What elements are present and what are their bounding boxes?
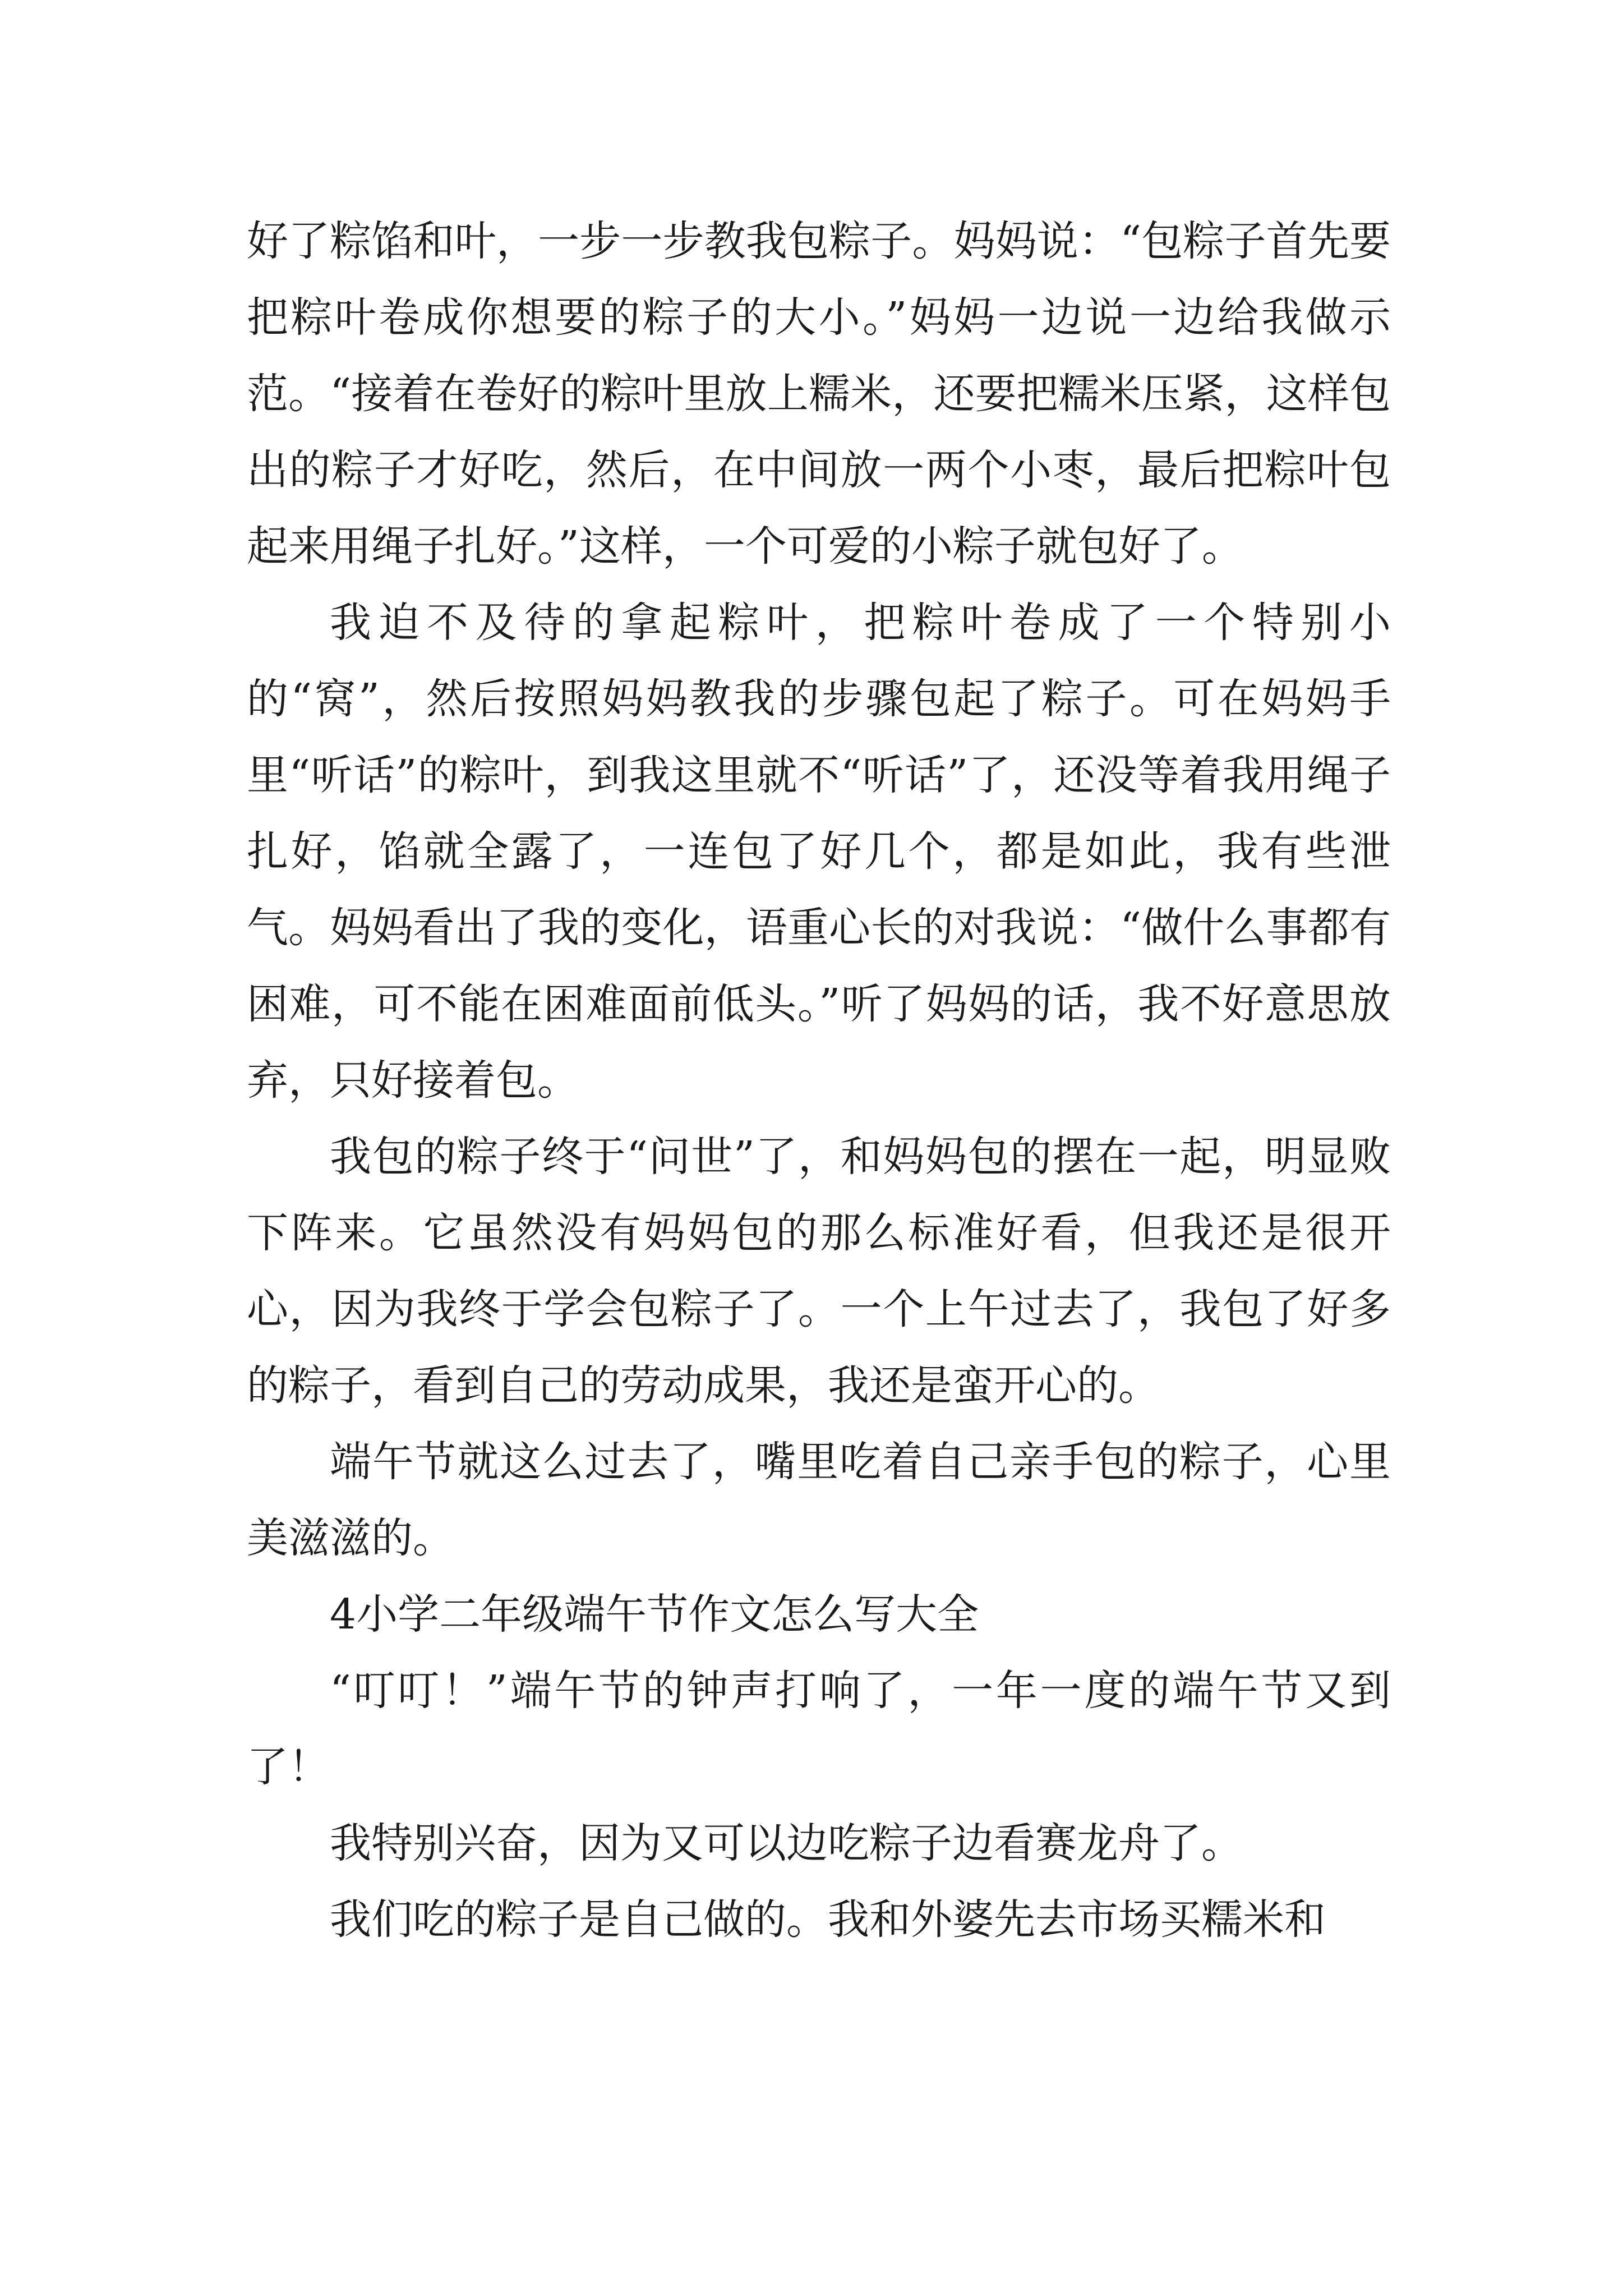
paragraph-1: 好了粽馅和叶，一步一步教我包粽子。妈妈说：“包粽子首先要把粽叶卷成你想要的粽子的大小。”妈妈一边说一边给我做示范。“接着在卷好的粽叶里放上糯米，还要把糯米压紧，这样包出的粽子才好吃，然后，在中间放一两个小枣，最后把粽叶包起来用绳子扎好。”这样，一个可爱的小粽子就包好了。 — [247, 217, 1391, 570]
section-heading: 4小学二年级端午节作文怎么写大全 — [330, 1590, 979, 1639]
paragraph-3: 我包的粽子终于“问世”了，和妈妈包的摆在一起，明显败下阵来。它虽然没有妈妈包的那么标准好看，但我还是很开心，因为我终于学会包粽子了。一个上午过去了，我包了好多的粽子，看到自己的劳动成果，我还是蛮开心的。 — [247, 1133, 1391, 1410]
paragraph-7: 我特别兴奋，因为又可以边吃粽子边看赛龙舟了。 — [330, 1819, 1243, 1867]
paragraph-8: 我们吃的粽子是自己做的。我和外婆先去市场买糯米和 — [330, 1895, 1326, 1944]
paragraph-6: “叮叮！”端午节的钟声打响了，一年一度的端午节又到了！ — [247, 1667, 1391, 1791]
paragraph-2: 我迫不及待的拿起粽叶，把粽叶卷成了一个特别小的“窝”，然后按照妈妈教我的步骤包起了粽子。可在妈妈手里“听话”的粽叶，到我这里就不“听话”了，还没等着我用绳子扎好，馅就全露了，一连包了好几个，都是如此，我有些泄气。妈妈看出了我的变化，语重心长的对我说：“做什么事都有困难，可不能在困难面前低头。”听了妈妈的话，我不好意思放弃，只好接着包。 — [247, 599, 1391, 1105]
document-body — [247, 203, 1391, 1958]
paragraph-4: 端午节就这么过去了，嘴里吃着自己亲手包的粽子，心里美滋滋的。 — [247, 1438, 1391, 1562]
